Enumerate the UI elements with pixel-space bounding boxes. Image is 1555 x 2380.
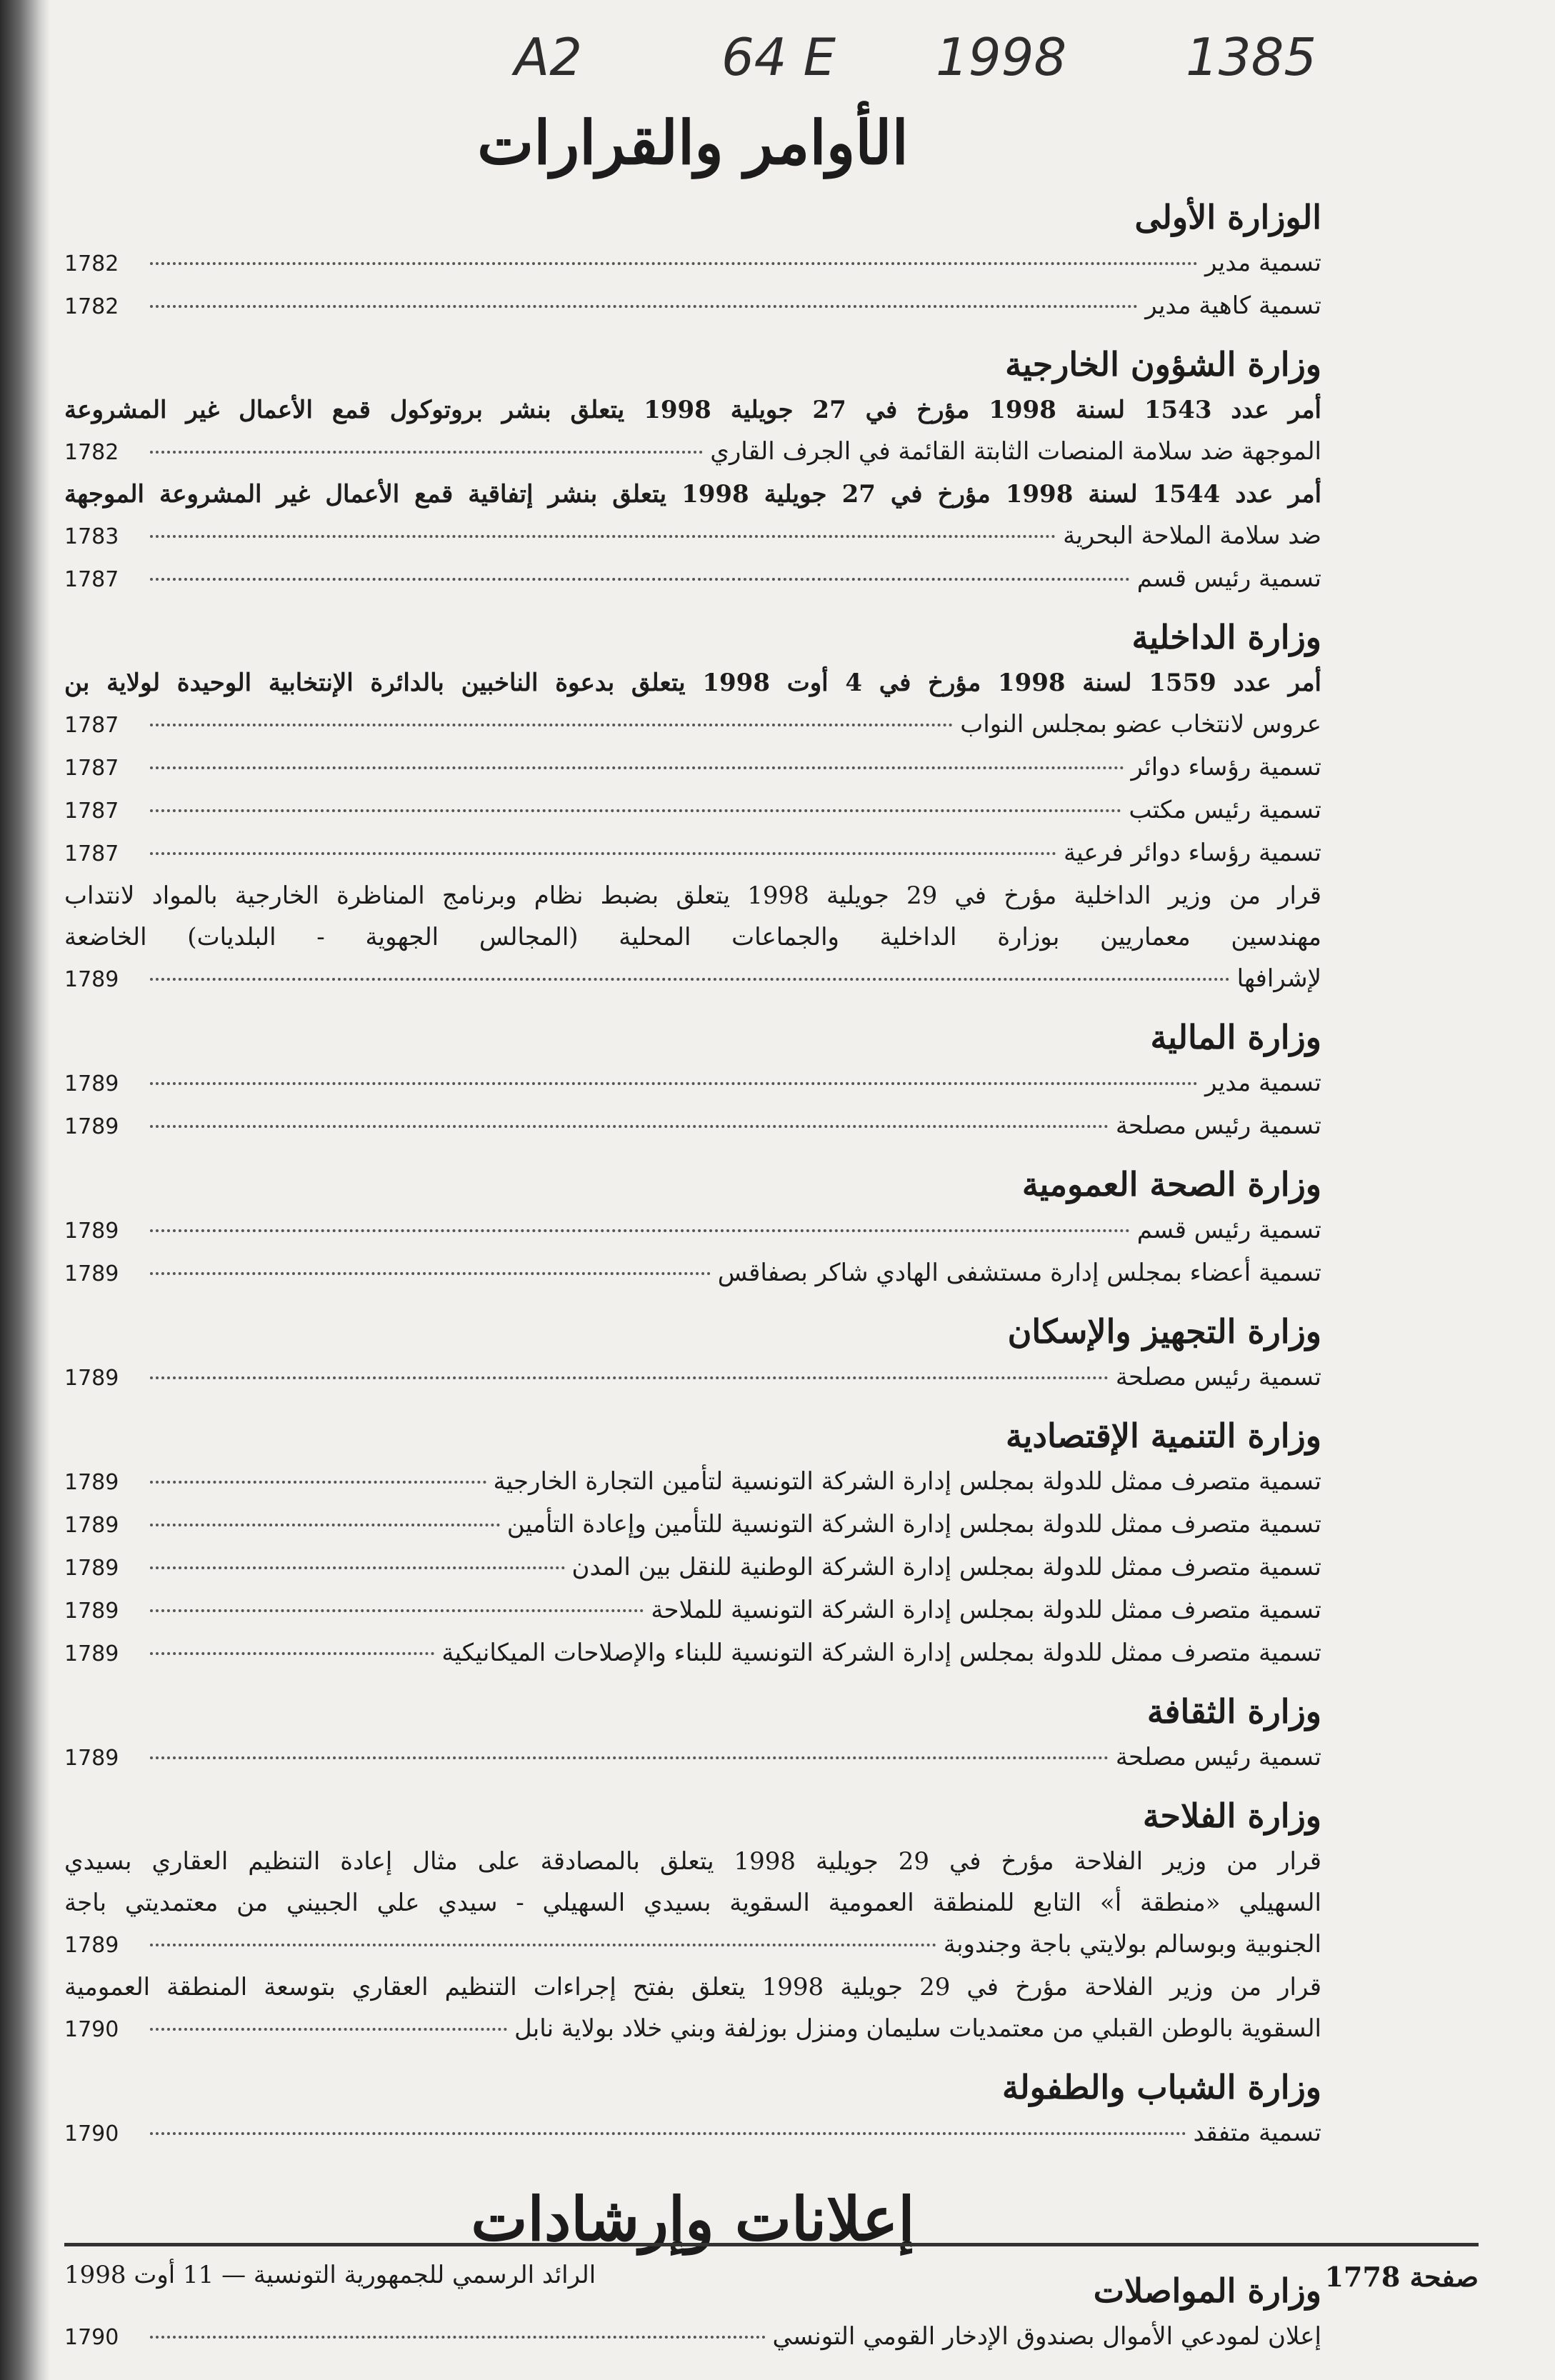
entry-text: تسمية رئيس قسم (1136, 564, 1321, 593)
announcements-title: إعلانات وإرشادات (471, 2184, 915, 2254)
entry-page-number: 1787 (64, 799, 119, 824)
entry-last-line (64, 2008, 1321, 2051)
entry-last-line (64, 285, 1321, 328)
entry-page-number: 1790 (64, 2017, 119, 2042)
toc-entry (64, 875, 1321, 1001)
entry-text: تسمية مدير (1204, 249, 1321, 277)
table-of-contents (64, 107, 1322, 2351)
entry-page-number: 1787 (64, 713, 119, 738)
entry-last-line (64, 1062, 1321, 1105)
entry-last-line (64, 1461, 1321, 1504)
entry-text: تسمية كاهية مدير (1145, 291, 1321, 320)
handwritten-year: 1998 (936, 27, 1067, 87)
entry-last-line (64, 704, 1321, 746)
dot-leader (150, 2028, 507, 2031)
toc-entry (64, 242, 1321, 285)
handwritten-serial: 1385 (1186, 27, 1317, 87)
entry-text: تسمية أعضاء بمجلس إدارة مستشفى الهادي شاكر بصفاقس (717, 1259, 1321, 1287)
toc-entry (64, 789, 1321, 832)
entry-text-line: أمر عدد 1543 لسنة 1998 مؤرخ في 27 جويلية 1998 يتعلق بنشر بروتوكول قمع الأعمال غير المشروعة (64, 396, 1322, 424)
dot-leader (150, 1082, 1198, 1085)
toc-entry (64, 1356, 1321, 1399)
entry-last-line (64, 515, 1321, 558)
dot-leader (150, 1524, 500, 1526)
toc-entry (64, 1062, 1321, 1105)
ministry-heading: وزارة المالية (1150, 1018, 1321, 1056)
entry-page-number: 1787 (64, 756, 119, 781)
entry-page-number: 1789 (64, 1470, 119, 1495)
entry-text: إعلان لمودعي الأموال بصندوق الإدخار القومي التونسي (772, 2322, 1321, 2351)
dot-leader (150, 1944, 936, 1946)
ministry-heading: وزارة الشباب والطفولة (1001, 2068, 1321, 2106)
dot-leader (150, 766, 1124, 769)
entry-page-number: 1789 (64, 1114, 119, 1139)
entry-page-number: 1789 (64, 967, 119, 992)
entry-text-line: قرار من وزير الفلاحة مؤرخ في 29 جويلية 1998 يتعلق بالمصادقة على مثال إعادة التنظيم العقاري بسيدي (64, 1847, 1321, 1876)
entry-last-line (64, 1252, 1321, 1295)
toc-entry (64, 1966, 1321, 2051)
ministry-heading: وزارة الداخلية (1131, 618, 1321, 656)
entry-last-line (64, 2112, 1321, 2155)
book-binding-shadow (0, 0, 50, 2380)
entry-last-line (64, 2316, 1321, 2359)
entry-page-number: 1787 (64, 841, 119, 866)
entry-text-line: السهيلي «منطقة أ» التابع للمنطقة العمومية السقوية بسيدي السهيلي - سيدي علي الجبيني من معتمديتي باجة (64, 1889, 1321, 1917)
entry-text: تسمية متصرف ممثل للدولة بمجلس إدارة الشركة التونسية للبناء والإصلاحات الميكانيكية (441, 1639, 1321, 1667)
toc-entry (64, 389, 1321, 474)
page-footer (64, 2243, 1479, 2293)
entry-page-number: 1789 (64, 1513, 119, 1538)
entry-last-line (64, 1504, 1321, 1546)
entry-text: تسمية متصرف ممثل للدولة بمجلس إدارة الشركة التونسية لتأمين التجارة الخارجية (493, 1467, 1321, 1496)
toc-entry (64, 746, 1321, 789)
entry-page-number: 1789 (64, 1261, 119, 1286)
entry-last-line (64, 1209, 1321, 1252)
dot-leader (150, 262, 1198, 265)
entry-text-line: قرار من وزير الفلاحة مؤرخ في 29 جويلية 1998 يتعلق بفتح إجراءات التنظيم العقاري بتوسعة المنطقة العمومية (64, 1973, 1322, 2001)
entry-last-line (64, 1356, 1321, 1399)
entry-page-number: 1782 (64, 251, 119, 276)
entry-text: تسمية رئيس مصلحة (1115, 1363, 1321, 1391)
toc-entry (64, 1736, 1321, 1779)
entry-last-line (64, 558, 1321, 601)
entry-text-line: قرار من وزير الداخلية مؤرخ في 29 جويلية 1998 يتعلق بضبط نظام وبرنامج المناظرة الخارجية بالمواد لانتداب (64, 881, 1321, 910)
entry-last-line (64, 958, 1321, 1001)
entry-page-number: 1790 (64, 2121, 119, 2146)
entry-text: عروس لانتخاب عضو بمجلس النواب (960, 710, 1321, 739)
ministry-heading: الوزارة الأولى (1134, 198, 1321, 236)
toc-entry (64, 2316, 1321, 2359)
entry-page-number: 1782 (64, 440, 119, 465)
entry-text: السقوية بالوطن القبلي من معتمديات سليمان ومنزل بوزلفة وبني خلاد بولاية نابل (514, 2014, 1321, 2043)
toc-entry (64, 1105, 1321, 1148)
entry-last-line (64, 789, 1321, 832)
journal-issue: الرائد الرسمي للجمهورية التونسية — 11 أوت 1998 (64, 2261, 596, 2289)
handwritten-reference (0, 20, 1555, 106)
entry-page-number: 1790 (64, 2325, 119, 2350)
dot-leader (150, 852, 1056, 855)
entry-last-line (64, 1546, 1321, 1589)
entry-page-number: 1789 (64, 1366, 119, 1391)
dot-leader (150, 1229, 1130, 1232)
entry-page-number: 1783 (64, 524, 119, 549)
handwritten-number: 64 E (721, 27, 836, 87)
entry-text: ضد سلامة الملاحة البحرية (1063, 521, 1321, 550)
toc-entry (64, 1461, 1321, 1504)
entry-page-number: 1789 (64, 1641, 119, 1666)
toc-entry (64, 1841, 1321, 1966)
entry-text: تسمية رئيس مصلحة (1115, 1111, 1321, 1140)
entry-page-number: 1789 (64, 1933, 119, 1958)
main-title: الأوامر والقرارات (477, 107, 909, 178)
toc-entry (64, 1252, 1321, 1295)
entry-last-line (64, 1589, 1321, 1632)
dot-leader (150, 1566, 565, 1569)
entry-last-line (64, 1924, 1321, 1966)
entry-text: تسمية رؤساء دوائر (1131, 753, 1321, 781)
toc-entry (64, 832, 1321, 875)
dot-leader (150, 724, 953, 726)
entry-text: تسمية متصرف ممثل للدولة بمجلس إدارة الشركة التونسية للملاحة (651, 1596, 1321, 1624)
dot-leader (150, 305, 1138, 308)
dot-leader (150, 2132, 1186, 2135)
entry-text: الجنوبية وبوسالم بولايتي باجة وجندوبة (943, 1930, 1321, 1959)
dot-leader (150, 1609, 644, 1612)
entry-text: الموجهة ضد سلامة المنصات الثابتة القائمة في الجرف القاري (710, 437, 1321, 466)
toc-entry (64, 1504, 1321, 1546)
entry-last-line (64, 1736, 1321, 1779)
toc-entry (64, 1209, 1321, 1252)
entry-text: تسمية رئيس مكتب (1129, 796, 1321, 824)
ministry-heading: وزارة الثقافة (1146, 1692, 1321, 1731)
entry-text: تسمية رؤساء دوائر فرعية (1063, 839, 1321, 867)
dot-leader (150, 1125, 1109, 1128)
toc-entry (64, 662, 1321, 746)
entry-text: تسمية متفقد (1193, 2119, 1321, 2147)
toc-entry (64, 1589, 1321, 1632)
entry-last-line (64, 1632, 1321, 1675)
entry-last-line (64, 746, 1321, 789)
entry-page-number: 1789 (64, 1219, 119, 1244)
entry-text: تسمية رئيس مصلحة (1115, 1743, 1321, 1771)
toc-entry (64, 2112, 1321, 2155)
page-number: صفحة 1778 (1324, 2261, 1479, 2293)
ministry-heading: وزارة الشؤون الخارجية (1005, 345, 1321, 384)
entry-text: تسمية متصرف ممثل للدولة بمجلس إدارة الشركة الوطنية للنقل بين المدن (571, 1553, 1321, 1581)
dot-leader (150, 2336, 766, 2339)
toc-entry (64, 474, 1321, 558)
entry-text: لإشرافها (1236, 964, 1321, 993)
ministry-heading: وزارة المواصلات (1093, 2271, 1321, 2310)
handwritten-code: A2 (514, 27, 583, 87)
entry-text-line: أمر عدد 1559 لسنة 1998 مؤرخ في 4 أوت 1998 يتعلق بدعوة الناخبين بالدائرة الإنتخابية الوحيدة لولاية بن (64, 669, 1321, 697)
entry-page-number: 1789 (64, 1599, 119, 1624)
entry-text: تسمية رئيس قسم (1136, 1216, 1321, 1244)
sections-list (64, 198, 1321, 2155)
entry-text: تسمية مدير (1204, 1069, 1321, 1097)
entry-text-line: أمر عدد 1544 لسنة 1998 مؤرخ في 27 جويلية 1998 يتعلق بنشر إتفاقية قمع الأعمال غير المشروعة الموجهة (64, 480, 1322, 509)
entry-text-line: مهندسين معماريين بوزارة الداخلية والجماعات المحلية (المجالس الجهوية - البلديات) الخاضعة (64, 923, 1321, 951)
entry-text: تسمية متصرف ممثل للدولة بمجلس إدارة الشركة التونسية للتأمين وإعادة التأمين (506, 1510, 1321, 1539)
toc-entry (64, 1546, 1321, 1589)
toc-entry (64, 285, 1321, 328)
dot-leader (150, 1652, 434, 1655)
entry-page-number: 1789 (64, 1071, 119, 1096)
entry-page-number: 1789 (64, 1746, 119, 1771)
dot-leader (150, 1481, 486, 1484)
dot-leader (150, 451, 703, 454)
entry-last-line (64, 1105, 1321, 1148)
ministry-heading: وزارة الصحة العمومية (1021, 1165, 1321, 1204)
ministry-heading: وزارة التنمية الإقتصادية (1006, 1416, 1321, 1455)
ministry-heading: وزارة التجهيز والإسكان (1007, 1312, 1321, 1351)
entry-page-number: 1787 (64, 567, 119, 592)
entry-page-number: 1789 (64, 1556, 119, 1581)
dot-leader (150, 1756, 1109, 1759)
entry-last-line (64, 431, 1321, 474)
dot-leader (150, 1272, 711, 1275)
toc-entry (64, 558, 1321, 601)
ministry-heading: وزارة الفلاحة (1142, 1796, 1321, 1835)
dot-leader (150, 535, 1056, 538)
entry-last-line (64, 242, 1321, 285)
dot-leader (150, 1376, 1109, 1379)
entry-page-number: 1782 (64, 294, 119, 319)
dot-leader (150, 578, 1130, 581)
dot-leader (150, 978, 1230, 981)
toc-entry (64, 1632, 1321, 1675)
dot-leader (150, 809, 1121, 812)
entry-last-line (64, 832, 1321, 875)
